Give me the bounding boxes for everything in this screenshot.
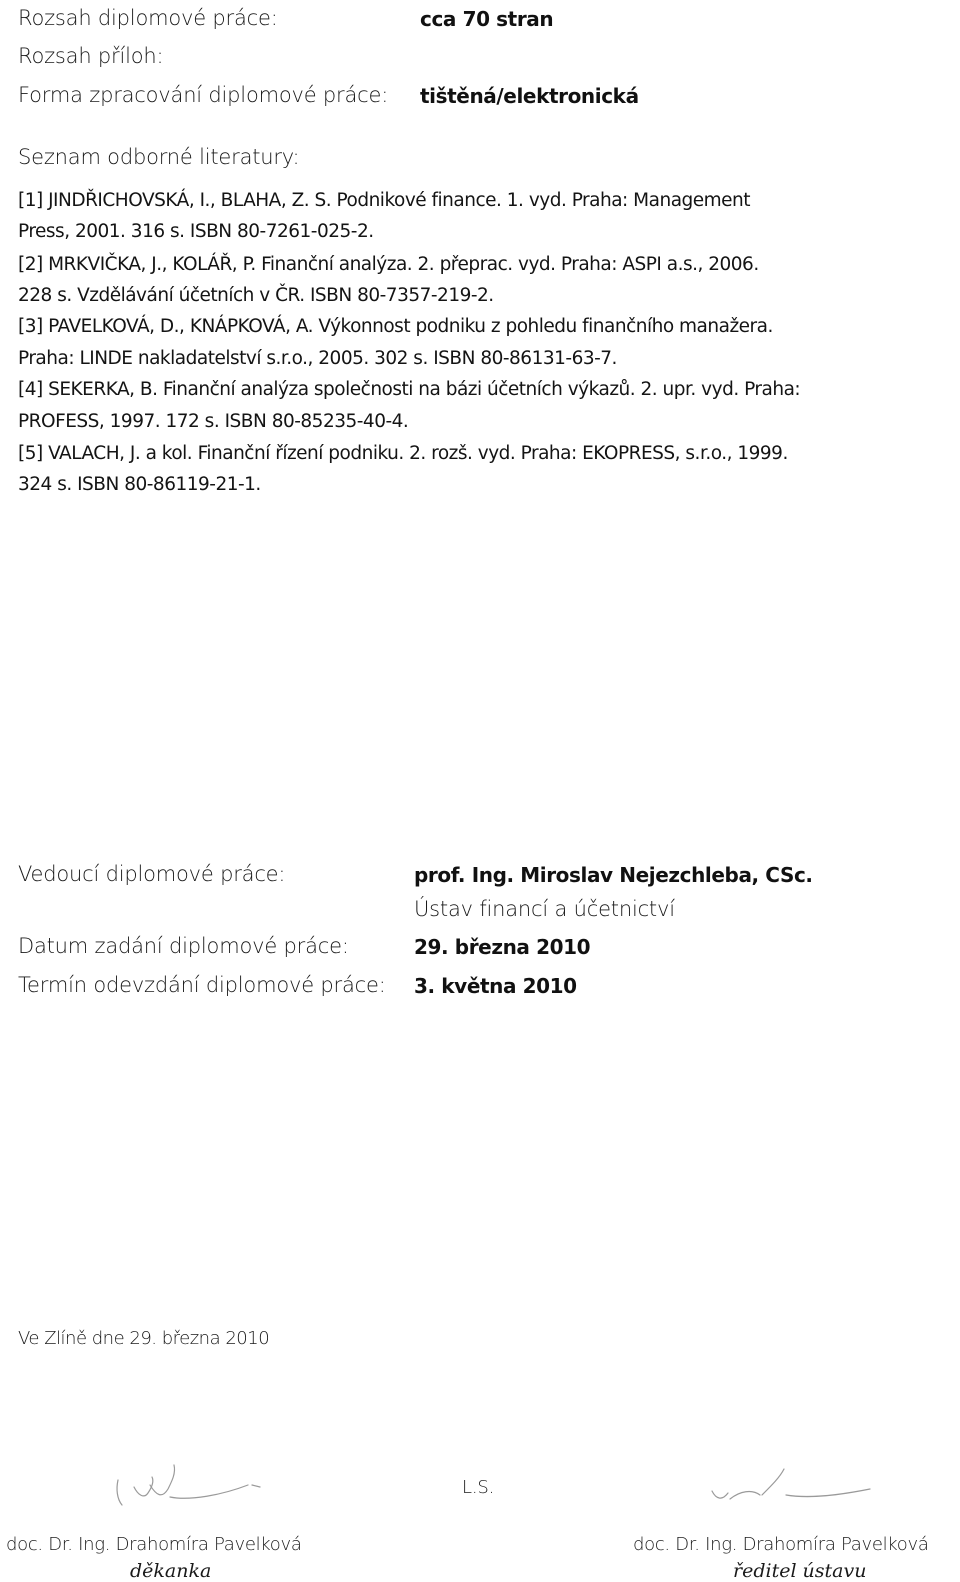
supervisor-label: Vedoucí diplomové práce: (18, 862, 286, 886)
reference-line: [1] JINDŘICHOVSKÁ, I., BLAHA, Z. S. Podnikové finance. 1. vyd. Praha: Management (18, 190, 751, 211)
signature-right-icon (700, 1455, 890, 1515)
director-name: doc. Dr. Ing. Drahomíra Pavelková (633, 1534, 929, 1555)
scope-label: Rozsah diplomové práce: (18, 6, 278, 30)
form-value: tištěná/elektronická (420, 84, 639, 108)
reference-line: Press, 2001. 316 s. ISBN 80-7261-025-2. (18, 221, 374, 242)
signature-left-icon (110, 1455, 280, 1515)
dean-role: děkanka (130, 1560, 212, 1582)
reference-line: [5] VALACH, J. a kol. Finanční řízení podniku. 2. rozš. vyd. Praha: EKOPRESS, s.r.o., 1999. (18, 443, 788, 464)
reference-line: 228 s. Vzdělávání účetních v ČR. ISBN 80-7357-219-2. (18, 285, 494, 306)
reference-line: [4] SEKERKA, B. Finanční analýza společnosti na bázi účetních výkazů. 2. upr. vyd. Praha: (18, 379, 801, 400)
reference-line: Praha: LINDE nakladatelství s.r.o., 2005. 302 s. ISBN 80-86131-63-7. (18, 348, 617, 369)
supervisor-department: Ústav financí a účetnictví (414, 897, 675, 921)
form-label: Forma zpracování diplomové práce: (18, 83, 389, 107)
place-and-date: Ve Zlíně dne 29. března 2010 (18, 1328, 270, 1349)
assigned-date: 29. března 2010 (414, 935, 591, 959)
literature-heading: Seznam odborné literatury: (18, 145, 300, 169)
reference-line: 324 s. ISBN 80-86119-21-1. (18, 474, 261, 495)
reference-line: [2] MRKVIČKA, J., KOLÁŘ, P. Finanční analýza. 2. přeprac. vyd. Praha: ASPI a.s., 2006. (18, 254, 759, 275)
due-date-label: Termín odevzdání diplomové práce: (18, 973, 386, 997)
reference-line: [3] PAVELKOVÁ, D., KNÁPKOVÁ, A. Výkonnost podniku z pohledu finančního manažera. (18, 316, 773, 337)
assigned-date-label: Datum zadání diplomové práce: (18, 934, 349, 958)
reference-line: PROFESS, 1997. 172 s. ISBN 80-85235-40-4. (18, 411, 409, 432)
seal-mark: L.S. (462, 1477, 495, 1498)
dean-name: doc. Dr. Ing. Drahomíra Pavelková (6, 1534, 302, 1555)
scope-value: cca 70 stran (420, 7, 554, 31)
due-date: 3. května 2010 (414, 974, 577, 998)
director-role: ředitel ústavu (733, 1560, 867, 1582)
supervisor-name: prof. Ing. Miroslav Nejezchleba, CSc. (414, 863, 813, 887)
attachments-label: Rozsah příloh: (18, 44, 164, 68)
